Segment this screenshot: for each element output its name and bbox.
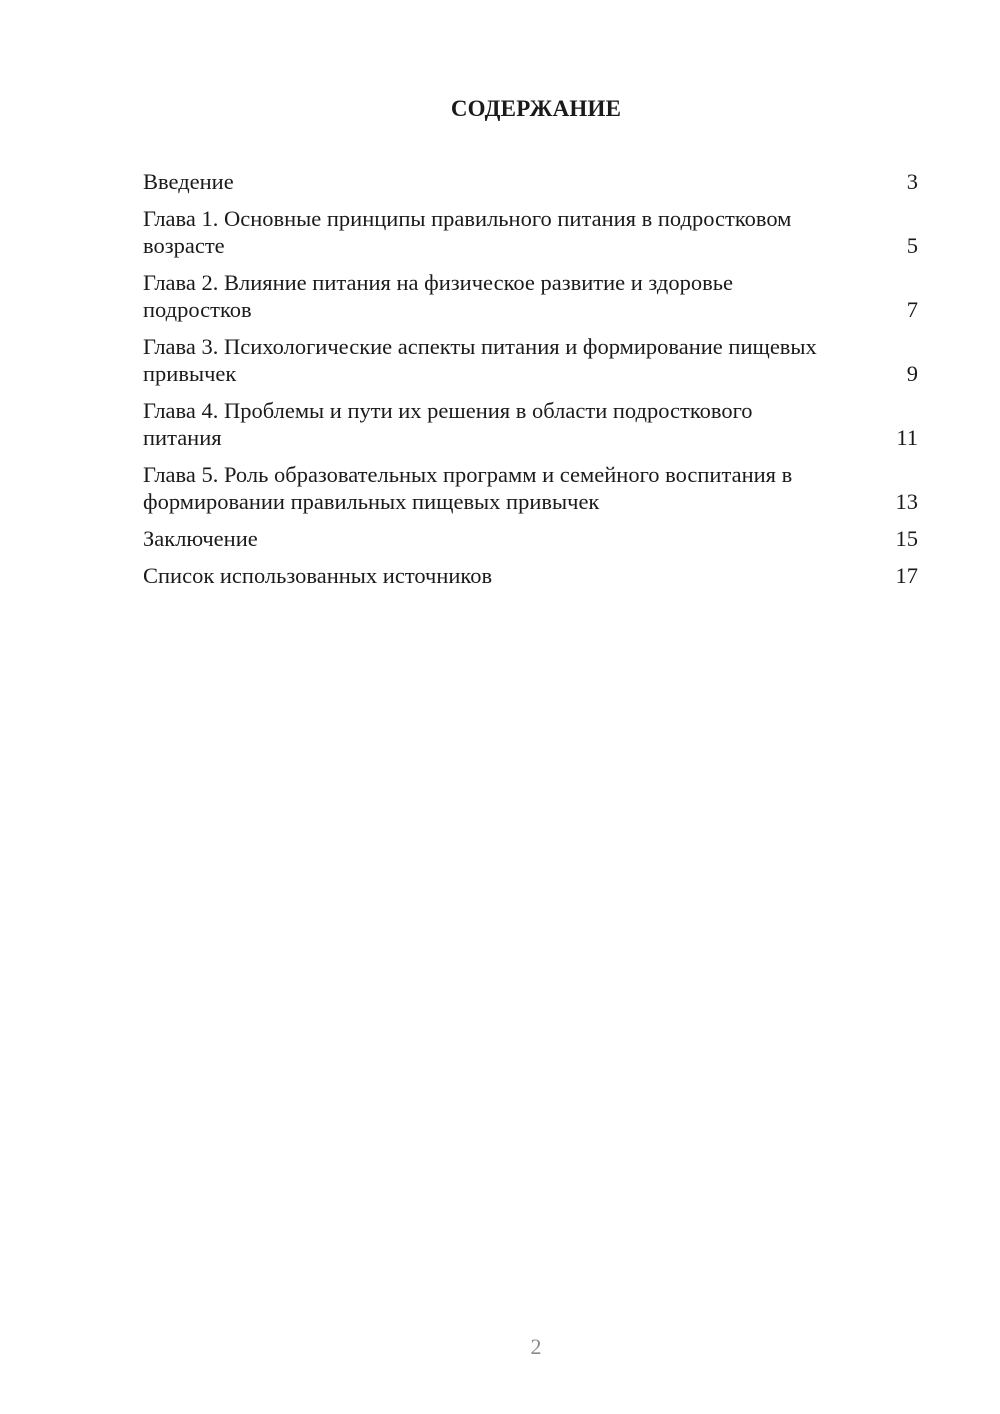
toc-entry-page: 15 bbox=[895, 526, 918, 551]
toc-title: СОДЕРЖАНИЕ bbox=[450, 96, 622, 121]
toc-entry-page: 5 bbox=[906, 233, 918, 258]
toc-entry-chapter-3 bbox=[143, 333, 918, 387]
toc-entry-references bbox=[143, 562, 918, 589]
toc-entry-introduction bbox=[143, 168, 918, 195]
toc-entry-text: Глава 5. Роль образовательных программ и семейного воспитания в формировании правильных пищевых привычек bbox=[143, 462, 793, 514]
page-number: 2 bbox=[530, 1334, 542, 1359]
toc-entry-chapter-2 bbox=[143, 269, 918, 323]
toc-entry-chapter-4 bbox=[143, 397, 918, 451]
toc-entry-text: Глава 2. Влияние питания на физическое развитие и здоровье подростков bbox=[143, 270, 733, 322]
toc-entry-text: Список использованных источников bbox=[143, 563, 493, 588]
toc-entry-page: 3 bbox=[906, 169, 918, 194]
toc-entry-chapter-1 bbox=[143, 205, 918, 259]
toc-entry-text: Заключение bbox=[143, 526, 258, 551]
toc-entry-page: 11 bbox=[896, 425, 918, 450]
toc-entry-text: Глава 1. Основные принципы правильного питания в подростковом возрасте bbox=[143, 206, 792, 258]
toc-entry-text: Глава 3. Психологические аспекты питания и формирование пищевых привычек bbox=[143, 334, 817, 386]
toc-entry-page: 13 bbox=[895, 489, 918, 514]
toc-entry-text: Введение bbox=[143, 169, 234, 194]
toc-entry-page: 7 bbox=[906, 297, 918, 322]
toc-entry-conclusion bbox=[143, 525, 918, 552]
table-of-contents bbox=[143, 168, 918, 599]
toc-entry-text: Глава 4. Проблемы и пути их решения в области подросткового питания bbox=[143, 398, 753, 450]
toc-entry-page: 17 bbox=[895, 563, 918, 588]
toc-entry-chapter-5 bbox=[143, 461, 918, 515]
toc-entry-page: 9 bbox=[906, 361, 918, 386]
